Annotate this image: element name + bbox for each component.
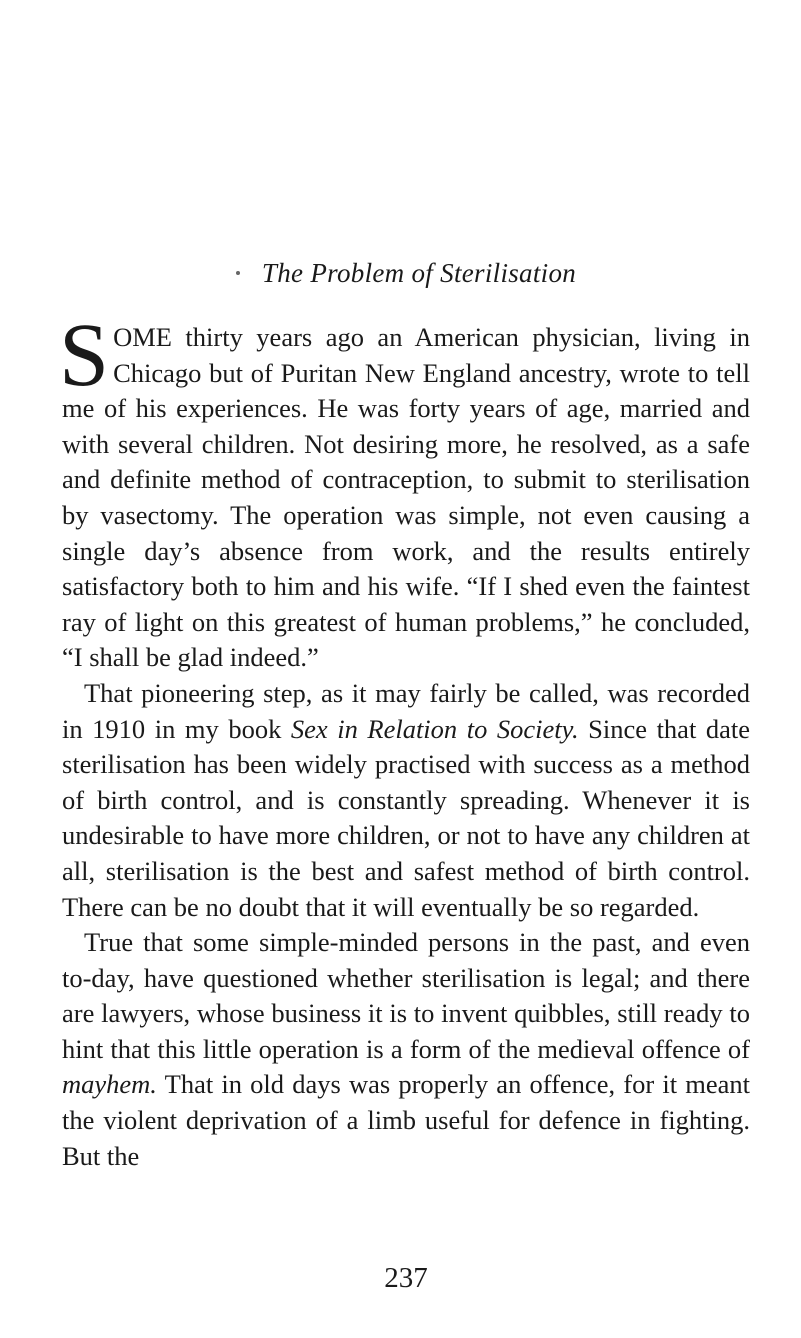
paragraph-2 xyxy=(62,676,750,925)
paragraph-2-text-a: That pioneering step, as it may fairly be called, was recorded in 1910 in my book xyxy=(62,677,750,744)
body-text xyxy=(59,306,750,1174)
drop-cap: S xyxy=(59,306,110,405)
running-head-title: The Problem of Sterilisation xyxy=(261,258,577,288)
page-number: 237 xyxy=(384,1262,428,1294)
paragraph-1-text: OME thirty years ago an American physician, living in Chicago but of Puritan New England ancestry, wrote to tell me of his experiences. He was forty years of age, married and with several children. Not desiring more, he resolved, as a safe and definite method of contraception, to submit to sterilisation by vasectomy. The operation was simple, not even causing a single day’s absence from work, and the results entirely satisfactory both to him and his wife. “If I shed even the faintest ray of light on this greatest of human problems,” he concluded, “I shall be glad indeed.” xyxy=(62,322,750,673)
book-title: Sex in Relation to Society. xyxy=(290,713,579,744)
paragraph-1 xyxy=(59,306,750,676)
paragraph-3-text-a: True that some simple-minded persons in the past, and even to-day, have questioned whether sterilisation is legal; and there are lawyers, whose business it is to invent quibbles, still ready to hint that this little operation is a form of the medieval offence of xyxy=(62,927,750,1064)
paragraph-3 xyxy=(62,925,750,1174)
paragraph-2-text-b: Since that date sterilisation has been widely practised with success as a method of birth control, and is constantly spreading. Whenever it is undesirable to have more children, or not to have any children at all, sterilisation is the best and safest method of birth control. There can be no doubt that it will eventually be so regarded. xyxy=(62,713,750,922)
running-head xyxy=(62,258,750,289)
paragraph-3-text-b: That in old days was properly an offence, for it meant the violent deprivation of a limb useful for defence in fighting. But the xyxy=(62,1069,750,1171)
italic-term: mayhem. xyxy=(62,1069,157,1100)
bullet-mark-icon xyxy=(236,271,240,275)
